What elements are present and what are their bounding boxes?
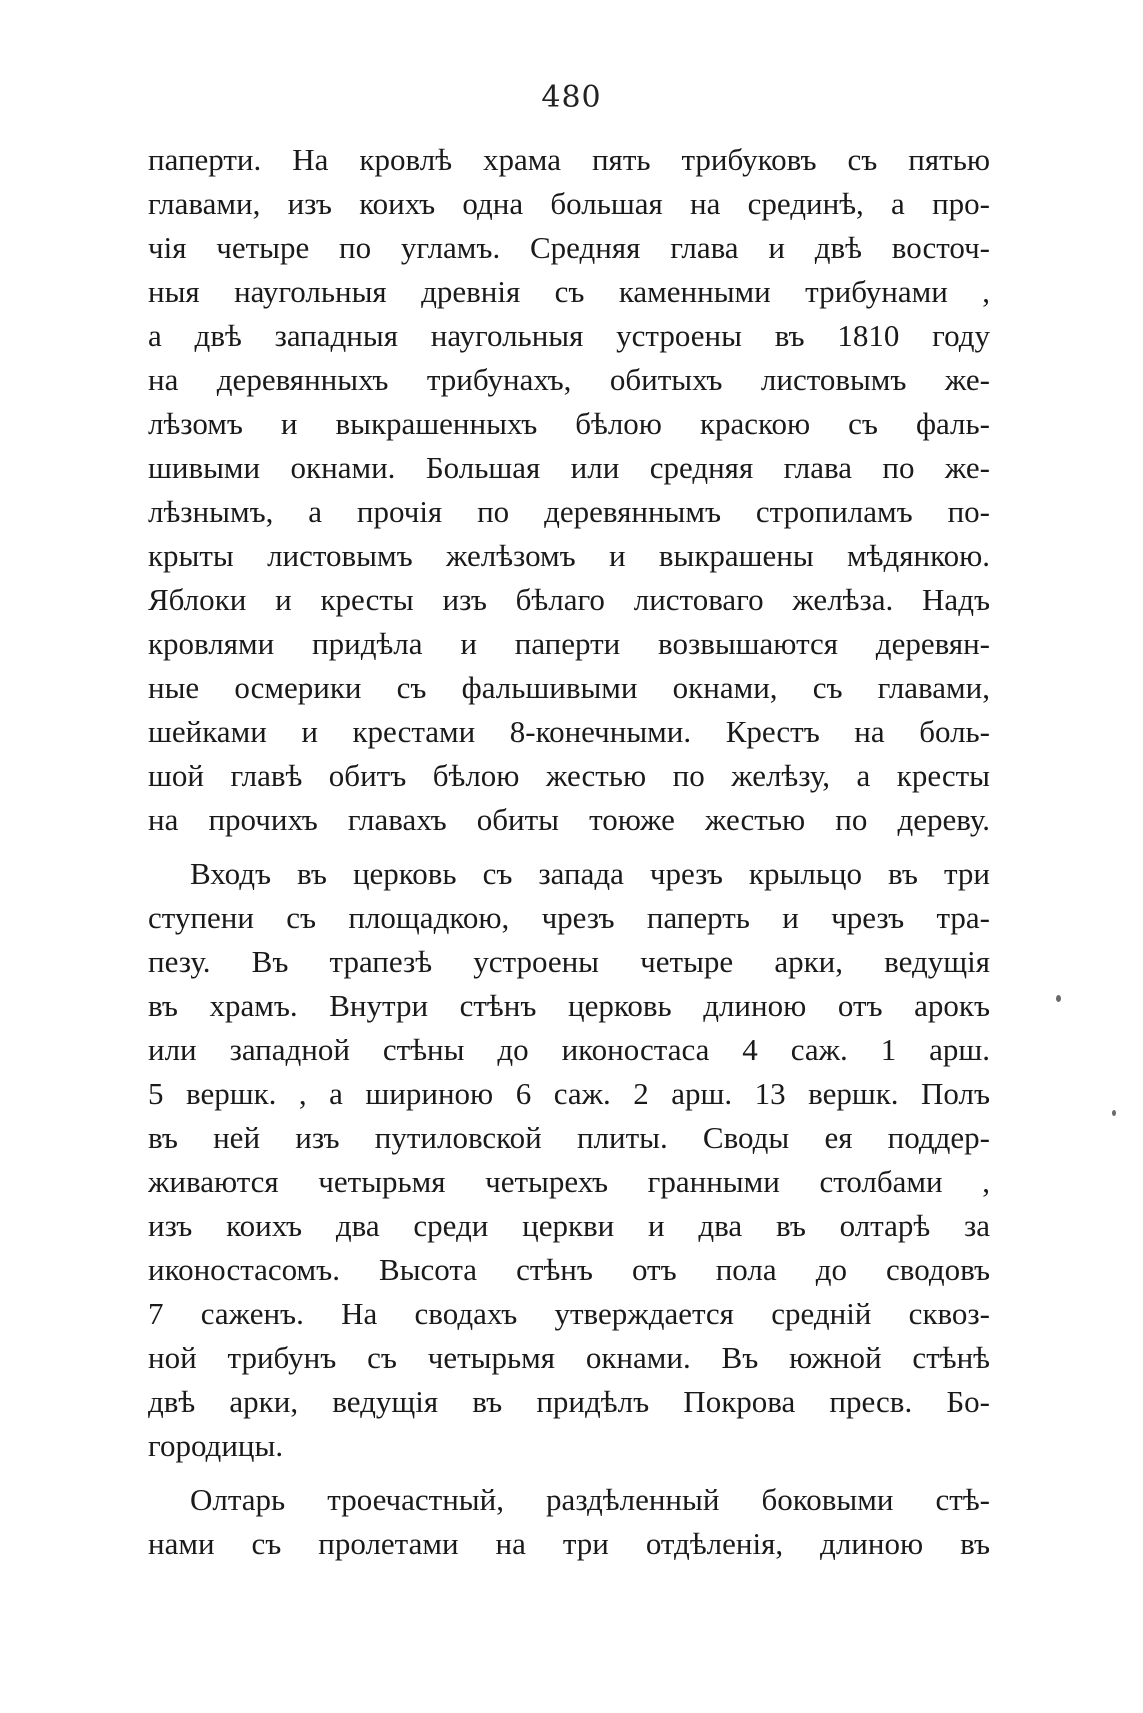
text-line: ной трибунъ съ четырьмя окнами. Въ южной стѣнѣ [148,1340,990,1375]
text-line: Олтарь троечастный, раздѣленный боковыми стѣ- [190,1482,990,1517]
paragraph [148,138,990,842]
text-line: или западной стѣны до иконостаса 4 саж. 1 арш. [148,1032,990,1067]
text-line: въ ней изъ путиловской плиты. Своды ея поддер- [148,1120,990,1155]
text-line: лѣзомъ и выкрашенныхъ бѣлою краскою съ фаль- [148,406,990,441]
text-line: крыты листовымъ желѣзомъ и выкрашены мѣдянкою. [148,538,990,573]
text-line: лѣзнымъ, а прочія по деревяннымъ стропиламъ по- [148,494,990,529]
scan-speck [1056,995,1061,1002]
text-line: Яблоки и кресты изъ бѣлаго листоваго желѣза. Надъ [148,582,990,617]
text-line: шейками и крестами 8-конечными. Крестъ на боль- [148,714,990,749]
paragraph [148,1478,990,1566]
text-line: 7 саженъ. На сводахъ утверждается средній сквоз- [148,1296,990,1331]
text-line: иконостасомъ. Высота стѣнъ отъ пола до сводовъ [148,1252,990,1287]
text-line: паперти. На кровлѣ храма пять трибуковъ съ пятью [148,142,990,177]
text-line: живаются четырьмя четырехъ гранными столбами , [148,1164,990,1199]
scan-speck [1112,1110,1116,1116]
paragraph [148,852,990,1468]
text-line: на деревянныхъ трибунахъ, обитыхъ листовымъ же- [148,362,990,397]
text-line: въ храмъ. Внутри стѣнъ церковь длиною отъ арокъ [148,988,990,1023]
text-line: шой главѣ обитъ бѣлою жестью по желѣзу, а кресты [148,758,990,793]
page-number: 480 [541,80,602,115]
text-line: пезу. Въ трапезѣ устроены четыре арки, ведущія [148,944,990,979]
text-line: двѣ арки, ведущія въ придѣлъ Покрова пресв. Бо- [148,1384,990,1419]
text-line: кровлями придѣла и паперти возвышаются деревян- [148,626,990,661]
text-line: ступени съ площадкою, чрезъ паперть и чрезъ тра- [148,900,990,935]
text-line: главами, изъ коихъ одна большая на срединѣ, а про- [148,186,990,221]
text-line: а двѣ западныя наугольныя устроены въ 1810 году [148,318,990,353]
text-line: городицы. [148,1428,284,1463]
text-line: изъ коихъ два среди церкви и два въ олтарѣ за [148,1208,990,1243]
text-line: ные осмерики съ фальшивыми окнами, съ главами, [148,670,990,705]
text-line: чія четыре по угламъ. Средняя глава и двѣ восточ- [148,230,990,265]
text-line: нами съ пролетами на три отдѣленія, длиною въ [148,1526,990,1561]
text-line: на прочихъ главахъ обиты тоюже жестью по дереву. [148,802,990,837]
text-line: Входъ въ церковь съ запада чрезъ крыльцо въ три [190,856,990,891]
text-line: ныя наугольныя древнія съ каменными трибунами , [148,274,990,309]
text-line: шивыми окнами. Большая или средняя глава по же- [148,450,990,485]
body-text [148,138,990,1566]
text-line: 5 вершк. , а шириною 6 саж. 2 арш. 13 вершк. Полъ [148,1076,990,1111]
